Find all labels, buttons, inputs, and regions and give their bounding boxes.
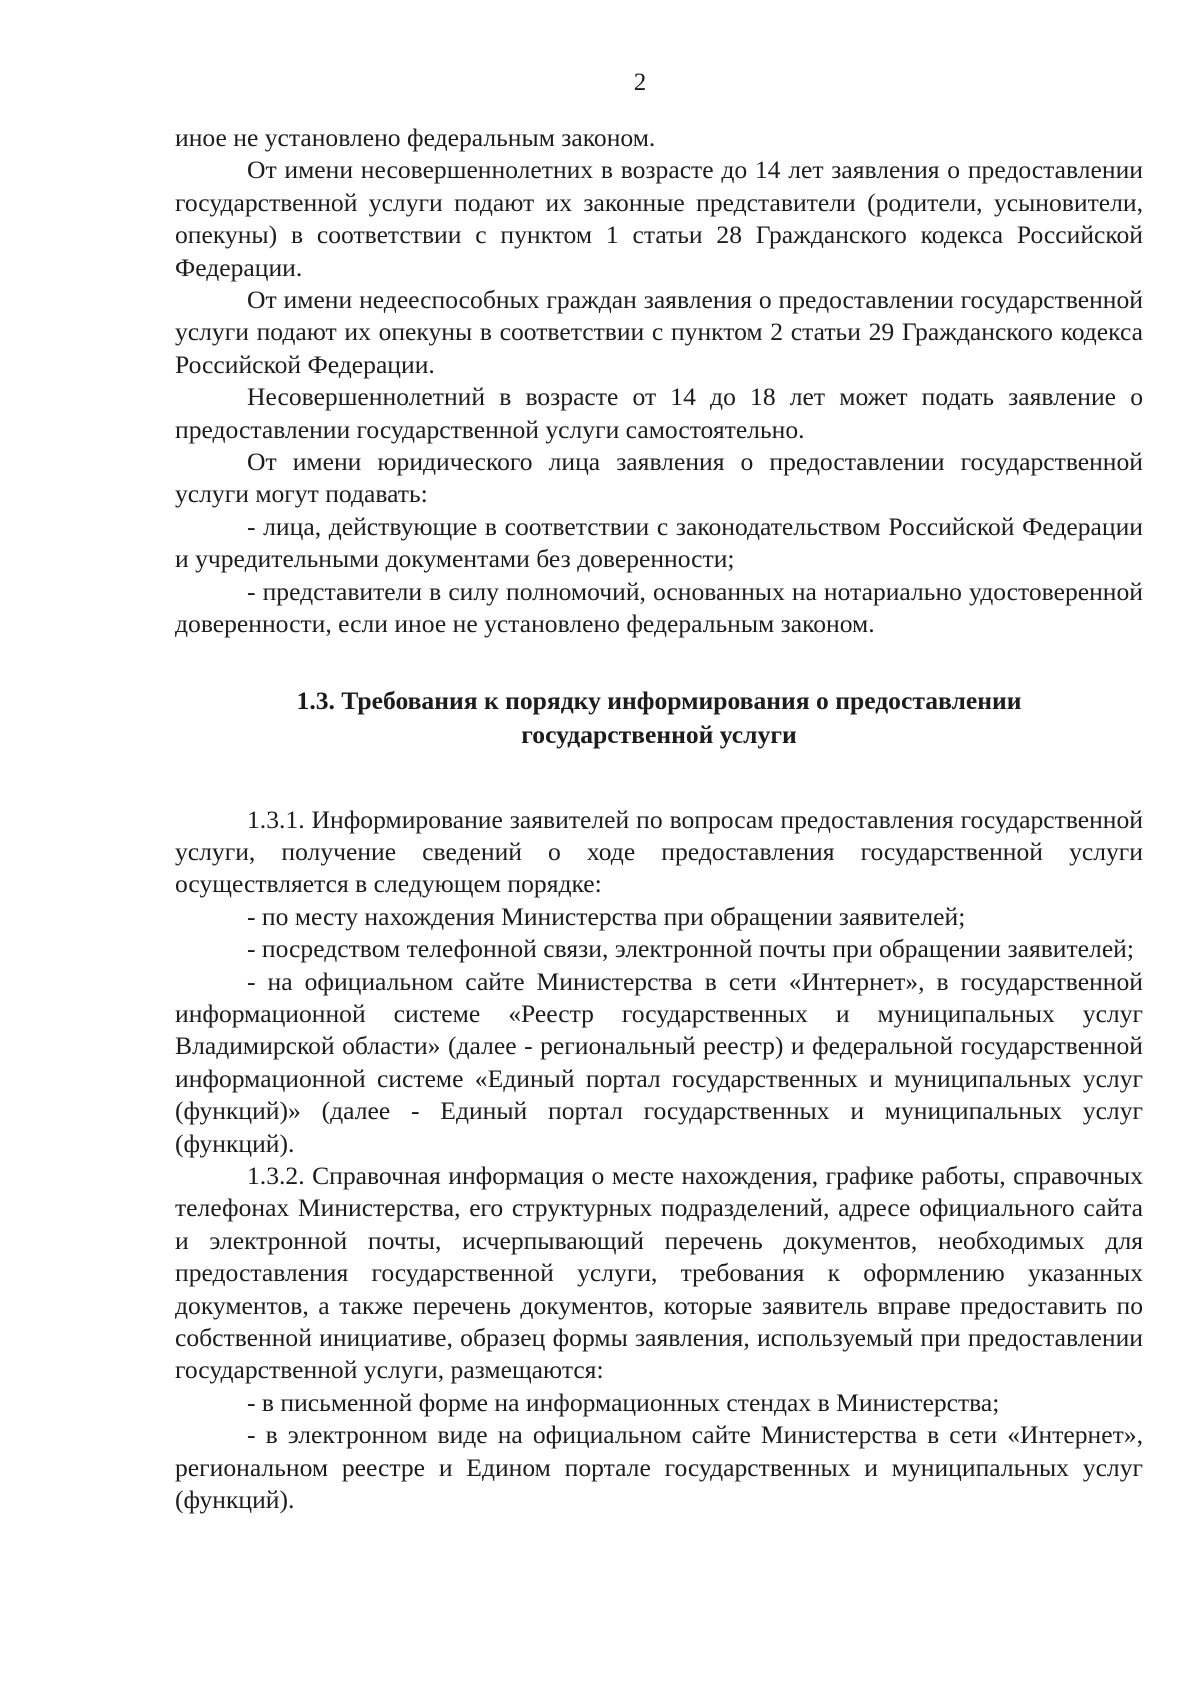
list-item-information-stands: - в письменной форме на информационных стендах в Министерства; bbox=[247, 1387, 1000, 1417]
list-item-ministry-location: - по месту нахождения Министерства при обращении заявителей; bbox=[247, 901, 966, 931]
list-item-persons-acting: - лица, действующие в соответствии с законодательством Российской Федерации и учредительными документами без доверенности; bbox=[175, 511, 1143, 574]
paragraph-legal-entity: От имени юридического лица заявления о предоставлении государственной услуги могут подавать: bbox=[175, 447, 1143, 509]
list-item-representatives: - представители в силу полномочий, основанных на нотариально удостоверенной доверенности, если иное не установлено федеральным законом. bbox=[175, 576, 1143, 639]
paragraph-1-3-2: 1.3.2. Справочная информация о месте нахождения, графике работы, справочных телефонах Министерства, его структурных подразделений, адресе официального сайта и электронной почты, исчерпывающий перечень документов, необходимых для предоставления государственной услуги, требования к оформлению указанных документов, а также перечень документов, которые заявитель вправе предоставить по собственной инициативе, образец формы заявления, используемый при предоставлении государственной услуги, размещаются: bbox=[175, 1160, 1143, 1385]
paragraph-continuation: иное не установлено федеральным законом. bbox=[175, 123, 656, 152]
paragraph-minors-14-18: Несовершеннолетний в возрасте от 14 до 18 лет может подать заявление о предоставлении государственной услуги самостоятельно. bbox=[175, 382, 1143, 444]
paragraph-minors-under-14: От имени несовершеннолетних в возрасте до 14 лет заявления о предоставлении государственной услуги подают их законные представители (родители, усыновители, опекуны) в соответствии с пунктом 1 статьи 28 Гражданского кодекса Российской Федерации. bbox=[175, 155, 1143, 282]
section-heading-line-2: государственной услуги bbox=[521, 719, 797, 749]
page-number: 2 bbox=[633, 69, 647, 96]
list-item-official-website: - на официальном сайте Министерства в сети «Интернет», в государственной информационной системе «Реестр государственных и муниципальных услуг Владимирской области» (далее - региональный реестр) и федеральной государственной информационной системе «Единый портал государственных и муниципальных услуг (функций)» (далее - Единый портал государственных и муниципальных услуг (функций). bbox=[175, 966, 1143, 1158]
section-heading bbox=[175, 684, 1143, 752]
document-body bbox=[175, 122, 1143, 1516]
paragraph-incapacitated: От имени недееспособных граждан заявления о предоставлении государственной услуги подают их опекуны в соответствии с пунктом 2 статьи 29 Гражданского кодекса Российской Федерации. bbox=[175, 285, 1143, 379]
paragraph-1-3-1: 1.3.1. Информирование заявителей по вопросам предоставления государственной услуги, получение сведений о ходе предоставления государственной услуги осуществляется в следующем порядке: bbox=[175, 804, 1143, 899]
list-item-telephone-email: - посредством телефонной связи, электронной почты при обращении заявителей; bbox=[247, 934, 1134, 964]
section-heading-line-1: 1.3. Требования к порядку информирования о предоставлении bbox=[296, 685, 1022, 715]
list-item-electronic-form: - в электронном виде на официальном сайте Министерства в сети «Интернет», региональном реестре и Едином портале государственных и муниципальных услуг (функций). bbox=[175, 1420, 1143, 1515]
